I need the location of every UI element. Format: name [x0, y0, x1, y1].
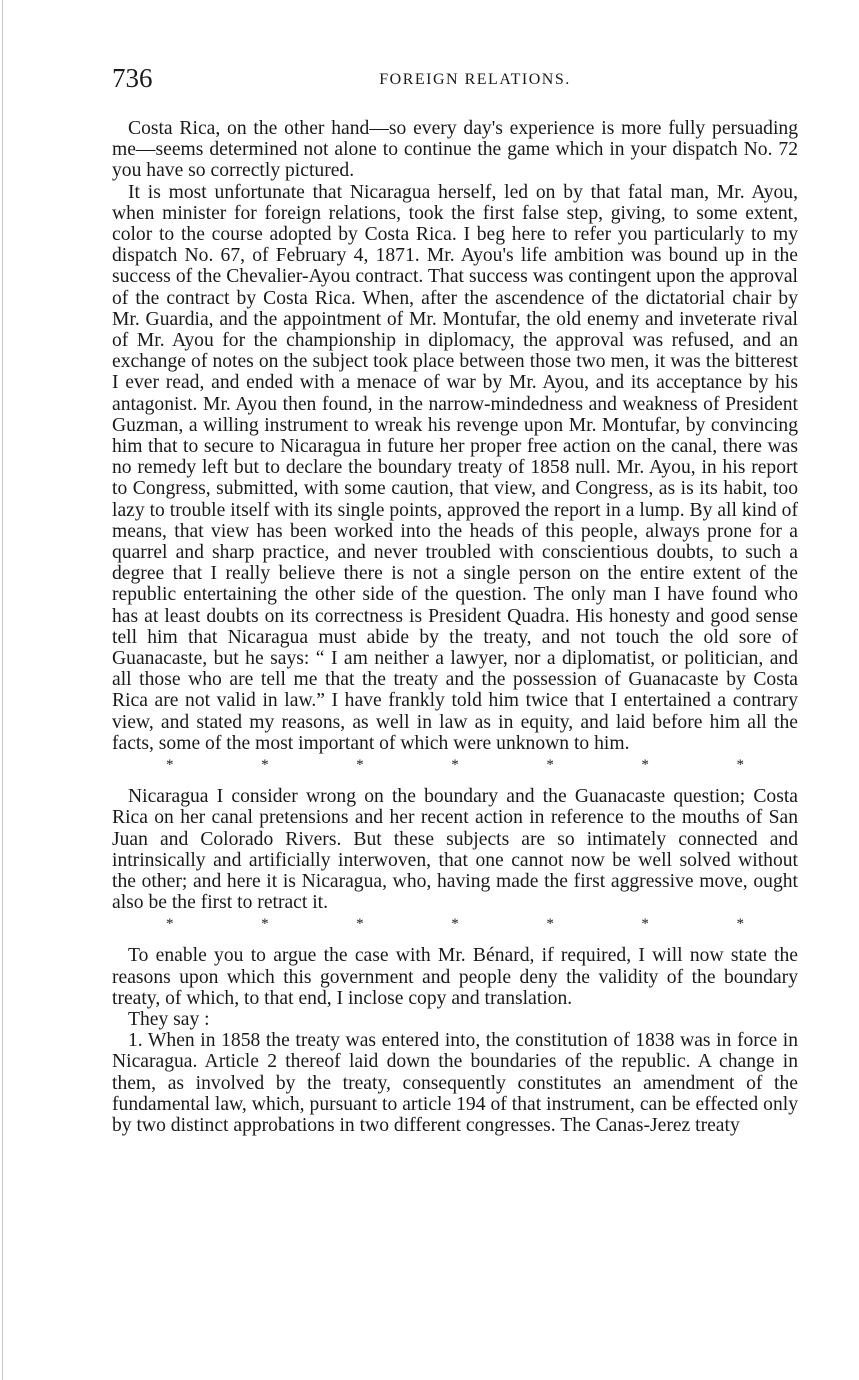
asterisk: * — [546, 915, 554, 932]
asterisk: * — [641, 915, 649, 932]
asterisk: * — [356, 915, 364, 932]
asterisk: * — [451, 915, 459, 932]
paragraph-costa-rica: Costa Rica, on the other hand—so every day's experience is more fully persuading me—seems determined not alone to continue the game which in your dispatch No. 72 you have so correctly pictured. — [112, 118, 798, 182]
page-header — [112, 62, 798, 94]
asterisk: * — [641, 756, 649, 773]
asterisk: * — [261, 756, 269, 773]
paragraph-point-1: 1. When in 1858 the treaty was entered into, the constitution of 1838 was in force in Nicaragua. Article 2 thereof laid down the boundaries of the republic. A change in them, as involved by the treaty, consequently constitutes an amendment of the fundamental law, which, pursuant to article 194 of that instrument, can be effected only by two distinct approbations in two different congresses. The Canas-Jerez treaty — [112, 1030, 798, 1136]
page-number: 736 — [112, 63, 153, 93]
page-edge-line — [2, 0, 3, 1380]
asterisk: * — [546, 756, 554, 773]
asterisk: * — [451, 756, 459, 773]
asterisk: * — [736, 756, 744, 773]
asterisk: * — [356, 756, 364, 773]
section-break-2 — [112, 913, 798, 935]
paragraph-benard: To enable you to argue the case with Mr. Bénard, if required, I will now state the reasons upon which this government and people deny the validity of the boundary treaty, of which, to that end, I inclose copy and translation. — [112, 945, 798, 1009]
asterisk: * — [736, 915, 744, 932]
asterisk: * — [261, 915, 269, 932]
document-body — [112, 118, 798, 1136]
paragraph-ayou: It is most unfortunate that Nicaragua herself, led on by that fatal man, Mr. Ayou, when minister for foreign relations, took the first false step, giving, to some extent, color to the course adopted by Costa Rica. I beg here to refer you particularly to my dispatch No. 67, of February 4, 1871. Mr. Ayou's life ambition was bound up in the success of the Chevalier-Ayou contract. That success was contingent upon the approval of the contract by Costa Rica. When, after the ascendence of the dictatorial chair by Mr. Guardia, and the appointment of Mr. Montufar, the old enemy and inveterate rival of Mr. Ayou for the championship in diplomacy, the approval was refused, and an exchange of notes on the subject took place between those two men, it was the bitterest I ever read, and ended with a menace of war by Mr. Ayou, and its acceptance by his antagonist. Mr. Ayou then found, in the narrow-mindedness and weakness of President Guzman, a willing instrument to wreak his revenge upon Mr. Montufar, by convincing him that to secure to Nicaragua in future her proper free action on the canal, there was no remedy left but to declare the boundary treaty of 1858 null. Mr. Ayou, in his report to Congress, submitted, with some caution, that view, and Congress, as is its habit, too lazy to trouble itself with its single points, approved the report in a lump. By all kind of means, that view has been worked into the heads of this people, always prone for a quarrel and sharp practice, and never troubled with conscientious doubts, to such a degree that I really believe there is not a single person on the entire extent of the republic entertaining the other side of the question. The only man I have found who has at least doubts on its correctness is President Quadra. His honesty and good sense tell him that Nicaragua must abide by the treaty, and not touch the old sore of Guanacaste, but he says: “ I am neither a lawyer, nor a diplomatist, or politician, and all those who are tell me that the treaty and the possession of Guanacaste by Costa Rica are not valid in law.” I have frankly told him twice that I entertained a contrary view, and stated my reasons, as well in law as in equity, and laid before him all the facts, some of the most important of which were unknown to him. — [112, 181, 798, 754]
asterisk: * — [166, 915, 174, 932]
running-title: FOREIGN RELATIONS. — [379, 71, 571, 88]
paragraph-guanacaste: Nicaragua I consider wrong on the boundary and the Guanacaste question; Costa Rica on her canal pretensions and her recent action in reference to the mouths of San Juan and Colorado Rivers. But these subjects are so intimately connected and intrinsically and artificially interwoven, that one cannot now be well solved without the other; and here it is Nicaragua, who, having made the first aggressive move, ought also be the first to retract it. — [112, 786, 798, 914]
paragraph-they-say: They say : — [128, 1008, 210, 1030]
section-break-1 — [112, 754, 798, 776]
asterisk: * — [166, 756, 174, 773]
